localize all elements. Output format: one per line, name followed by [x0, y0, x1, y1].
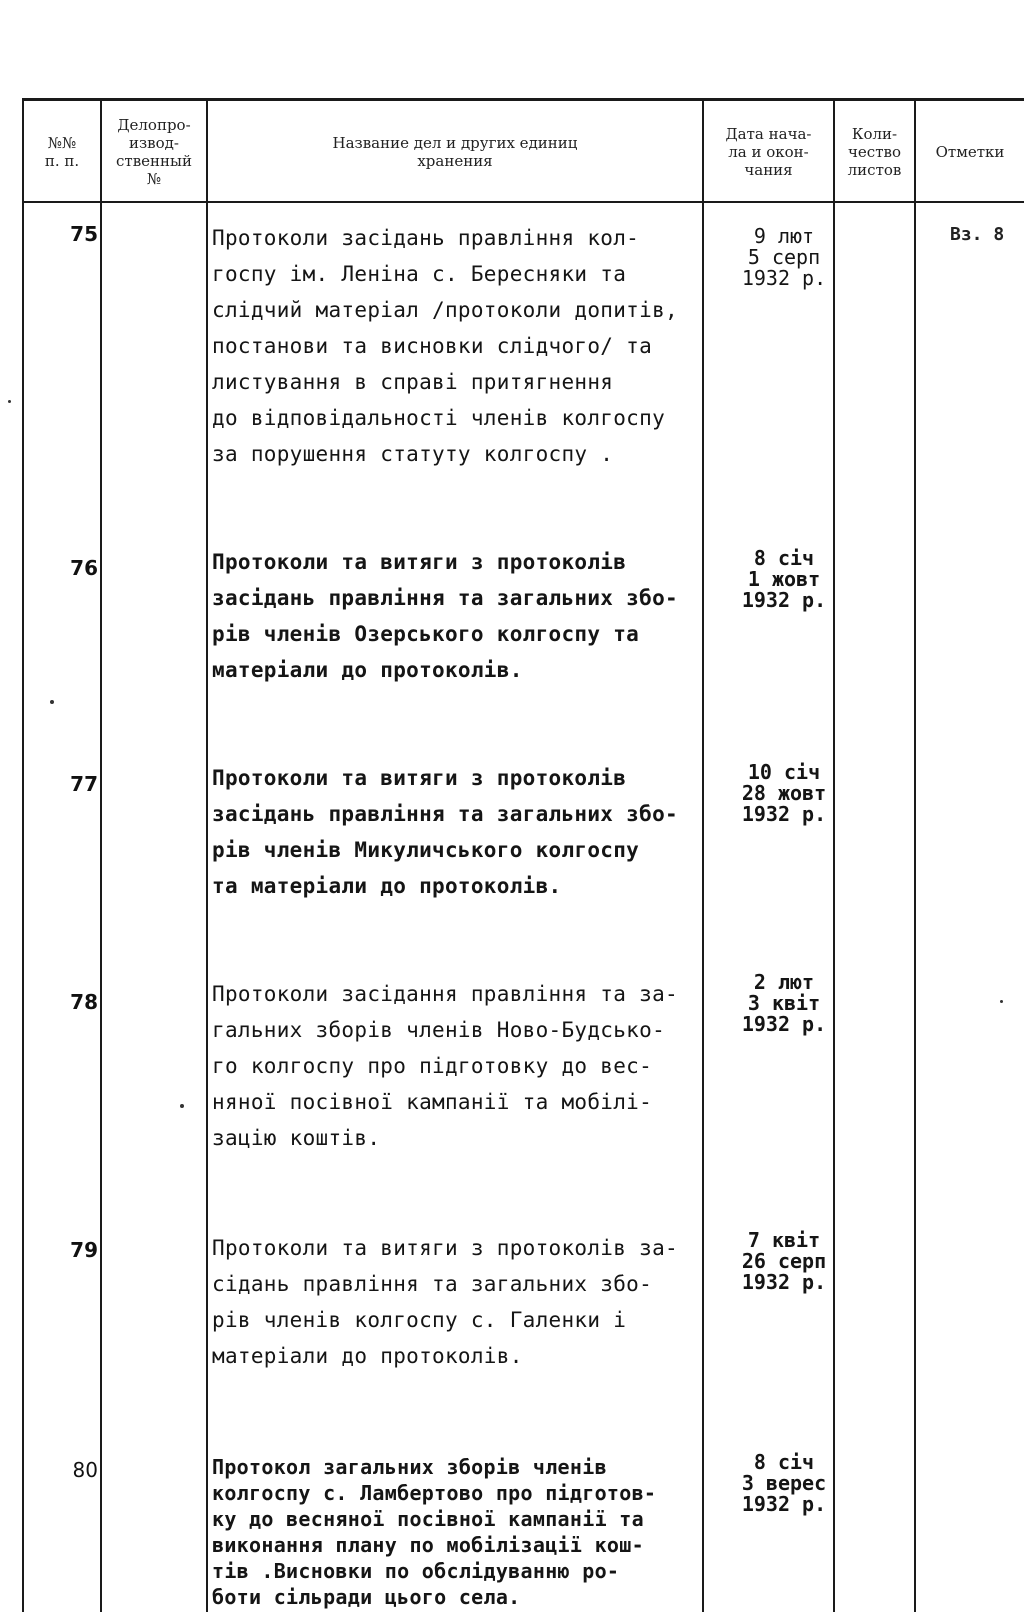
row-number: 77 [70, 772, 98, 796]
row-dates: 2 лют 3 квіт 1932 р. [741, 970, 827, 1036]
column-divider [833, 98, 835, 1612]
row-number: 79 [70, 1238, 98, 1262]
scan-speck [8, 400, 11, 403]
column-divider [914, 98, 916, 1612]
row-title: Протоколи засідання правління та за- гальних зборів членів Ново-Будсько- го колгоспу про підготовку до вес- няної посівної кампанії та мобілі- зацію коштів. [212, 982, 678, 1150]
row-number: 80 [72, 1458, 98, 1482]
header-bottom-rule [22, 201, 1024, 203]
column-divider [100, 98, 102, 1612]
row-number: 78 [70, 990, 98, 1014]
column-divider [206, 98, 208, 1612]
scan-speck [180, 1104, 184, 1108]
row-title: Протокол загальних зборів членів колгоспу с. Ламбертово про підготов- ку до весняної посівної кампанії та виконання плану по мобілізації кош- тів .Висновки по обслідуванню ро- боти сільради цього села. [212, 1455, 657, 1609]
table-top-rule [22, 98, 1024, 101]
column-divider [22, 98, 24, 1612]
header-office-number: Делопро- извод- ственный № [116, 116, 192, 188]
row-dates: 7 квіт 26 серп 1932 р. [741, 1228, 827, 1294]
header-sheets: Коли- чество листов [847, 125, 902, 179]
header-title: Название дел и других единиц хранения [332, 134, 578, 170]
row-title: Протоколи засідань правління кол- госпу ім. Леніна с. Бересняки та слідчий матеріал /протоколи допитів, постанови та висновки слідчого/ та листування в справі притягнення до відповідальності членів колгоспу за порушення статуту колгоспу . [212, 226, 678, 466]
scan-speck [50, 700, 54, 704]
row-mark: Вз. 8 [950, 224, 1005, 245]
row-title: Протоколи та витяги з протоколів за- сідань правління та загальних збо- рів членів колгоспу с. Галенки і матеріали до протоколів. [212, 1236, 678, 1368]
row-title: Протоколи та витяги з протоколів засідань правління та загальних збо- рів членів Озерського колгоспу та матеріали до протоколів. [212, 550, 678, 682]
header-number: №№ п. п. [44, 134, 80, 170]
row-dates: 10 січ 28 жовт 1932 р. [741, 760, 827, 826]
row-dates: 8 січ 3 верес 1932 р. [741, 1450, 827, 1516]
header-marks: Отметки [935, 143, 1005, 161]
row-number: 75 [70, 222, 98, 246]
row-dates: 9 лют 5 серп 1932 р. [741, 224, 827, 290]
scan-speck [1000, 1000, 1003, 1003]
row-number: 76 [70, 556, 98, 580]
header-dates: Дата нача- ла и окон- чания [725, 125, 812, 179]
row-title: Протоколи та витяги з протоколів засідань правління та загальних збо- рів членів Микуличського колгоспу та матеріали до протоколів. [212, 766, 678, 898]
row-dates: 8 січ 1 жовт 1932 р. [741, 546, 827, 612]
